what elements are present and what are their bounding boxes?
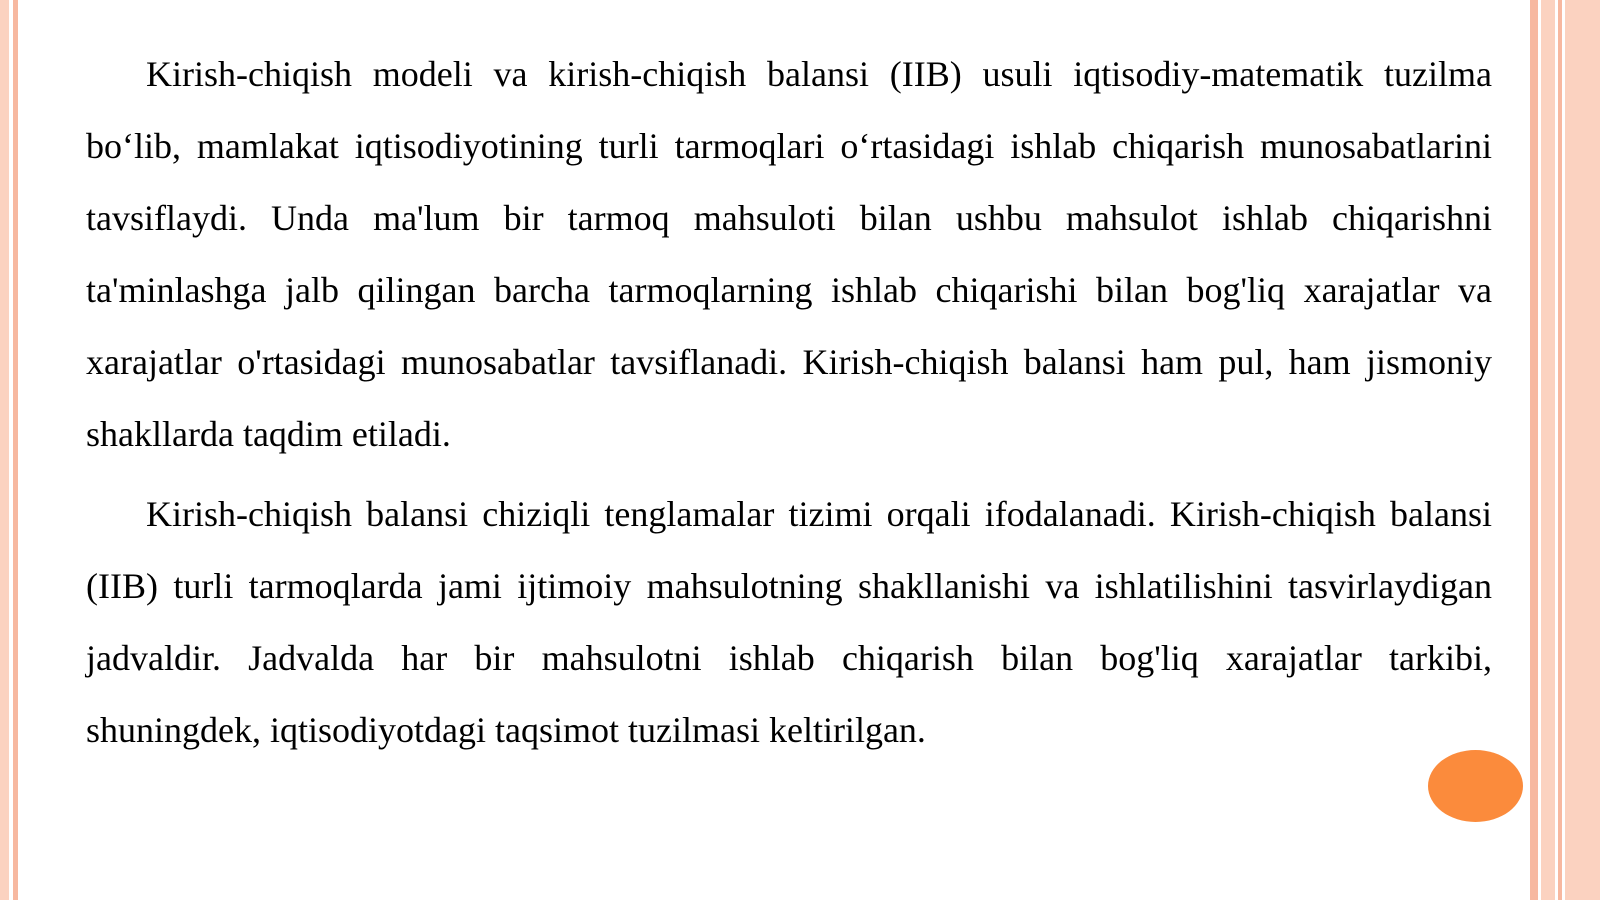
paragraph-2: Kirish-chiqish balansi chiziqli tenglamalar tizimi orqali ifodalanadi. Kirish-chiqish balansi (IIB) turli tarmoqlarda jami ijtimoiy mahsulotning shakllanishi va ishlatilishini tasvirlaydigan jadvaldir. Jadvalda har bir mahsulotni ishlab chiqarish bilan bog'liq xarajatlar tarkibi, shuningdek, iqtisodiyotdagi taqsimot tuzilmasi keltirilgan. xyxy=(86,494,1492,750)
paragraph-1: Kirish-chiqish modeli va kirish-chiqish balansi (IIB) usuli iqtisodiy-matematik tuzilma bo‘lib, mamlakat iqtisodiyotining turli tarmoqlari o‘rtasidagi ishlab chiqarish munosabatlarini tavsiflaydi. Unda ma'lum bir tarmoq mahsuloti bilan ushbu mahsulot ishlab chiqarishni ta'minlashga jalb qilingan barcha tarmoqlarning ishlab chiqarishi bilan bog'liq xarajatlar va xarajatlar o'rtasidagi munosabatlar tavsiflanadi. Kirish-chiqish balansi ham pul, ham jismoniy shakllarda taqdim etiladi. xyxy=(86,54,1492,454)
right-border-stripe-3 xyxy=(1558,0,1562,900)
right-border-stripe-1 xyxy=(1530,0,1538,900)
right-border-stripe-2 xyxy=(1541,0,1555,900)
left-border-stripe xyxy=(0,0,9,900)
decorative-orange-circle xyxy=(1428,750,1523,822)
slide-body-text xyxy=(86,38,1492,774)
right-border-stripe-4 xyxy=(1565,0,1600,900)
left-border-inner-stripe xyxy=(13,0,18,900)
